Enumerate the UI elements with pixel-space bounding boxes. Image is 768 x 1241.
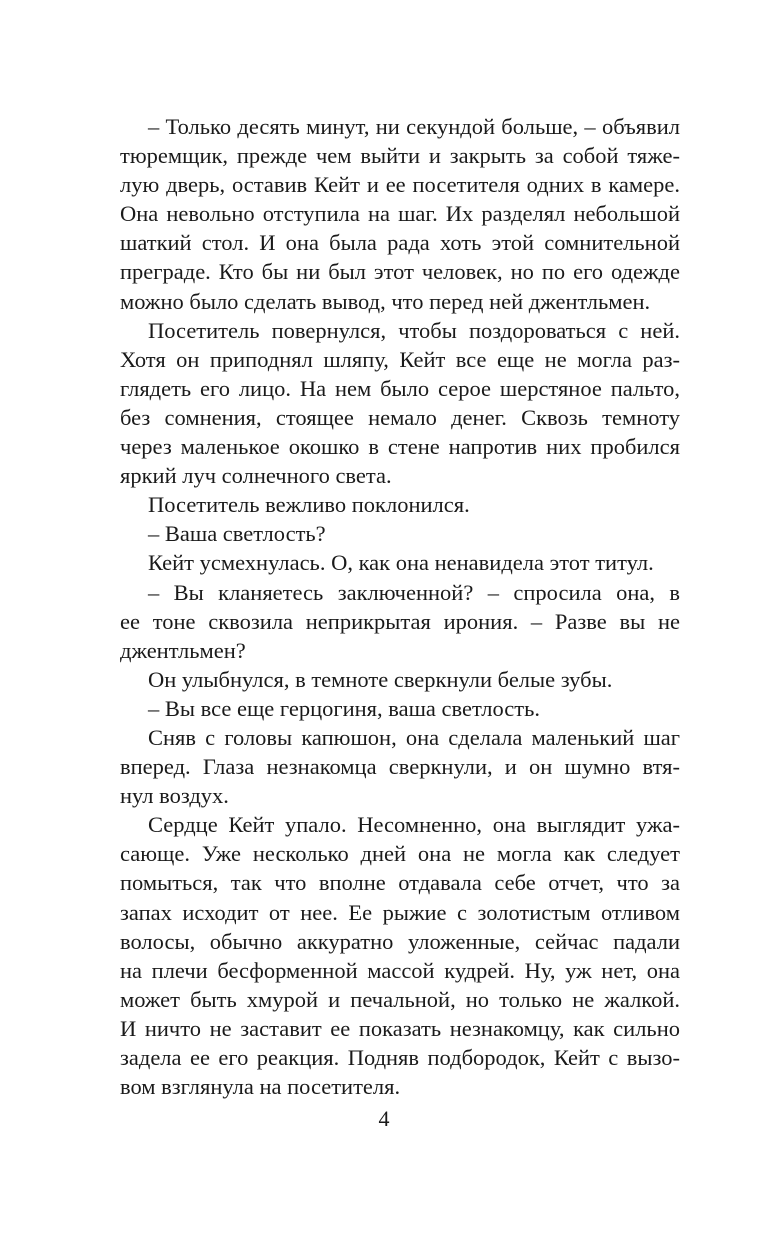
text-line: лую дверь, оставив Кейт и ее посетителя одних в камере. xyxy=(120,172,680,198)
text-line: Посетитель вежливо поклонился. xyxy=(148,492,470,518)
text-line: Сняв с головы капюшон, она сделала маленький шаг xyxy=(148,724,680,750)
text-line: – Вы все еще герцогиня, ваша светлость. xyxy=(148,695,541,721)
text-line: ее тоне сквозила неприкрытая ирония. – Разве вы не xyxy=(120,608,680,634)
text-line: Она невольно отступила на шаг. Их разделял небольшой xyxy=(120,201,680,227)
text-line: Кейт усмехнулась. О, как она ненавидела этот титул. xyxy=(148,550,654,576)
text-line: через маленькое окошко в стене напротив них пробился xyxy=(120,434,680,460)
text-line: волосы, обычно аккуратно уложенные, сейчас падали xyxy=(120,928,680,954)
page-number: 4 xyxy=(378,1106,390,1131)
text-line: задела ее его реакция. Подняв подбородок, Кейт с вызо- xyxy=(120,1045,680,1070)
text-line: без сомнения, стоящее немало денег. Сквозь темноту xyxy=(120,404,680,430)
text-line: может быть хмурой и печальной, но только не жалкой. xyxy=(120,986,680,1012)
body-text xyxy=(120,112,680,1101)
text-line: Хотя он приподнял шляпу, Кейт все еще не могла раз- xyxy=(120,346,680,372)
text-line: нул воздух. xyxy=(120,783,229,809)
text-line: можно было сделать вывод, что перед ней джентльмен. xyxy=(120,288,651,314)
text-line: И ничто не заставит ее показать незнакомцу, как сильно xyxy=(120,1015,680,1041)
text-line: Сердце Кейт упало. Несомненно, она выглядит ужа- xyxy=(148,812,680,838)
text-line: преграде. Кто бы ни был этот человек, но по его одежде xyxy=(120,259,680,285)
text-line: – Вы кланяетесь заключенной? – спросила она, в xyxy=(148,579,680,605)
text-line: вперед. Глаза незнакомца сверкнули, и он шумно втя- xyxy=(120,754,680,780)
text-line: шаткий стол. И она была рада хоть этой сомнительной xyxy=(120,230,680,256)
text-line: Он улыбнулся, в темноте сверкнули белые зубы. xyxy=(148,666,613,692)
text-line: вом взглянула на посетителя. xyxy=(120,1074,401,1100)
text-line: яркий луч солнечного света. xyxy=(120,463,392,489)
text-line: Посетитель повернулся, чтобы поздороваться с ней. xyxy=(148,317,680,343)
text-line: – Только десять минут, ни секундой больше, – объявил xyxy=(148,114,680,139)
text-line: помыться, так что вполне отдавала себе отчет, что за xyxy=(120,870,680,896)
text-line: тюремщик, прежде чем выйти и закрыть за собой тяже- xyxy=(120,143,680,169)
text-line: – Ваша светлость? xyxy=(148,521,326,547)
text-line: глядеть его лицо. На нем было серое шерстяное пальто, xyxy=(120,375,680,401)
text-line: джентльмен? xyxy=(120,637,246,663)
text-line: запах исходит от нее. Ее рыжие с золотистым отливом xyxy=(120,899,680,925)
text-line: на плечи бесформенной массой кудрей. Ну, уж нет, она xyxy=(120,957,680,983)
text-line: сающе. Уже несколько дней она не могла как следует xyxy=(120,841,680,867)
